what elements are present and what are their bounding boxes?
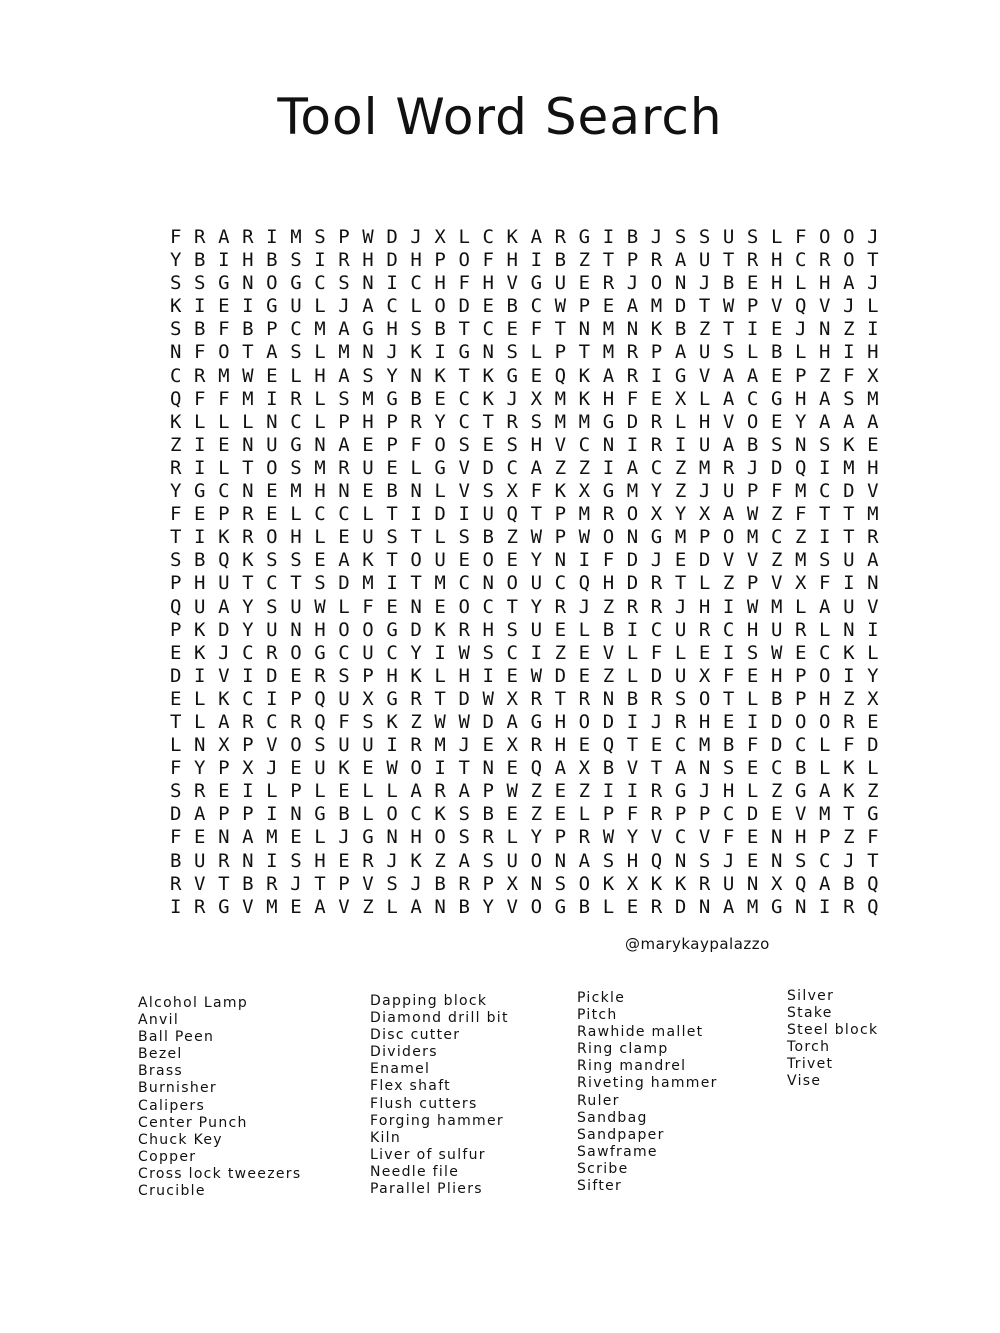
grid-row: TLARCRQFSKZWWDAGHODIJRHEIDOORE [170,710,892,733]
grid-row: DIVIDERSPHKLHIEWDEZLDUXFEHPOIY [170,664,892,687]
word-list-item: Ring mandrel [577,1058,687,1075]
grid-row: SBFBPCMAGHSBTCEFTNMNKBZTIEJNZI [170,318,892,341]
word-list-item: Crucible [138,1183,206,1200]
word-list-item: Copper [138,1148,197,1165]
word-list-item: Stake [787,1005,833,1022]
grid-row: EKJCROGCUCYIWSCIZEVLFLEISWECKL [170,641,892,664]
word-list-column-2 [370,993,509,1198]
word-list-column-4 [787,988,878,1091]
author-credit: @marykaypalazzo [625,935,770,953]
grid-row: SBQKSSEAKTOUEOEYNIFDJEDVVZMSUA [170,549,892,572]
word-list-item: Center Punch [138,1114,248,1131]
word-list-item: Scribe [577,1160,629,1177]
word-list-column-1 [138,995,301,1200]
word-list-item: Anvil [138,1012,180,1029]
page-title: Tool Word Search [277,88,723,146]
grid-row: IRGVMEAVZLANBYVOGBLERDNAMGNIRQ [170,895,892,918]
word-list-item: Torch [787,1039,831,1056]
word-list-item: Sandbag [577,1109,648,1126]
grid-row: QUAYSUWLFENEOCTYRJZRRJHIWMLAUV [170,595,892,618]
word-list-item: Ruler [577,1092,620,1109]
word-list-item: Parallel Pliers [370,1181,483,1198]
grid-row: RILTOSMRUELGVDCAZZIACZMRJDQIMH [170,456,892,479]
word-list-item: Kiln [370,1129,402,1146]
grid-row: ZIENUGNAEPFOSESHVCNIRIUABSNSKE [170,433,892,456]
word-list-item: Pitch [577,1007,618,1024]
word-list-item: Cross lock tweezers [138,1165,302,1182]
word-list-item: Riveting hammer [577,1075,718,1092]
word-list-item: Needle file [370,1163,460,1180]
word-list-item: Brass [138,1063,184,1080]
word-list-column-3 [577,990,718,1195]
word-list-item: Sifter [577,1178,623,1195]
grid-row: KLLLNCLPHPRYCTRSMMGDRLHVOEYAAA [170,410,892,433]
word-list-item: Enamel [370,1061,431,1078]
grid-row: ELKCIPQUXGRTDWXRTRNBRSOTLBPHZX [170,687,892,710]
grid-row: LNXPVOSUUIRMJEXRHEQTECMBFDCLFD [170,734,892,757]
grid-row: FEPRELCCLTIDIUQTPMROXYXAWZFTTM [170,503,892,526]
word-list-item: Bezel [138,1046,183,1063]
word-list-item: Alcohol Lamp [138,995,249,1011]
grid-row: PKDYUNHOOGDKRHSUELBICURCHURLNI [170,618,892,641]
word-list-item: Vise [787,1073,822,1090]
word-list-item: Ring clamp [577,1041,669,1058]
grid-row: NFOTASLMNJKIGNSLPTMRPAUSLBLHIH [170,341,892,364]
grid-row: FRARIMSPWDJXLCKARGIBJSSUSLFOOJ [170,226,892,248]
word-list-item: Pickle [577,990,626,1006]
grid-row: FYPXJEUKEWOITNEQAXBVTANSECBLKL [170,757,892,780]
grid-row: TIKROHLEUSTLSBZWPWONGMPOMCZITR [170,526,892,549]
word-list-item: Forging hammer [370,1112,504,1129]
grid-row: DAPPINGBLOCKSBEZELPFRPPCDEVMTG [170,803,892,826]
word-list-item: Diamond drill bit [370,1010,509,1027]
word-list-item: Trivet [787,1056,834,1073]
word-list-item: Chuck Key [138,1131,223,1148]
grid-row: YBIHBSIRHDHPOFHIBZTPRAUTRHCROT [170,249,892,272]
grid-row: KIEIGULJACLODEBCWPEAMDTWPVQVJL [170,295,892,318]
word-list-item: Dividers [370,1044,438,1061]
word-list-item: Silver [787,988,835,1004]
word-list-item: Sawframe [577,1143,658,1160]
grid-row: CRMWELHASYNKTKGEQKARIGVAAEPZFX [170,364,892,387]
grid-row: SSGNOGCSNICHFHVGUERJONJBEHLHAJ [170,272,892,295]
grid-row: RVTBRJTPVSJBRPXNSOKXKKRUNXQABQ [170,872,892,895]
grid-row: YGCNEMHNEBNLVSXFKXGMYZJUPFMCDV [170,480,892,503]
grid-row: FENAMELJGNHOSRLYPRWYVCVFENHPZF [170,826,892,849]
word-list-item: Steel block [787,1022,879,1039]
word-list-item: Dapping block [370,993,488,1009]
word-list-item: Rawhide mallet [577,1024,704,1041]
word-list-item: Ball Peen [138,1029,215,1046]
letter-grid [170,226,891,919]
word-list-item: Sandpaper [577,1126,665,1143]
grid-row: QFFMIRLSMGBECKJXMKHFEXLACGHASM [170,387,892,410]
word-list-item: Disc cutter [370,1027,461,1044]
word-list-item: Liver of sulfur [370,1146,486,1163]
word-list-item: Flush cutters [370,1095,478,1112]
word-list-item: Burnisher [138,1080,217,1097]
grid-row: SREILPLELLARAPWZEZIIRGJHLZGAKZ [170,780,892,803]
grid-row: PHUTCTSDMITMCNOUCQHDRTLZPVXFIN [170,572,892,595]
grid-row: BURNISHERJKZASUONASHQNSJENSCJT [170,849,892,872]
word-list-item: Calipers [138,1097,206,1114]
word-list-item: Flex shaft [370,1078,451,1095]
